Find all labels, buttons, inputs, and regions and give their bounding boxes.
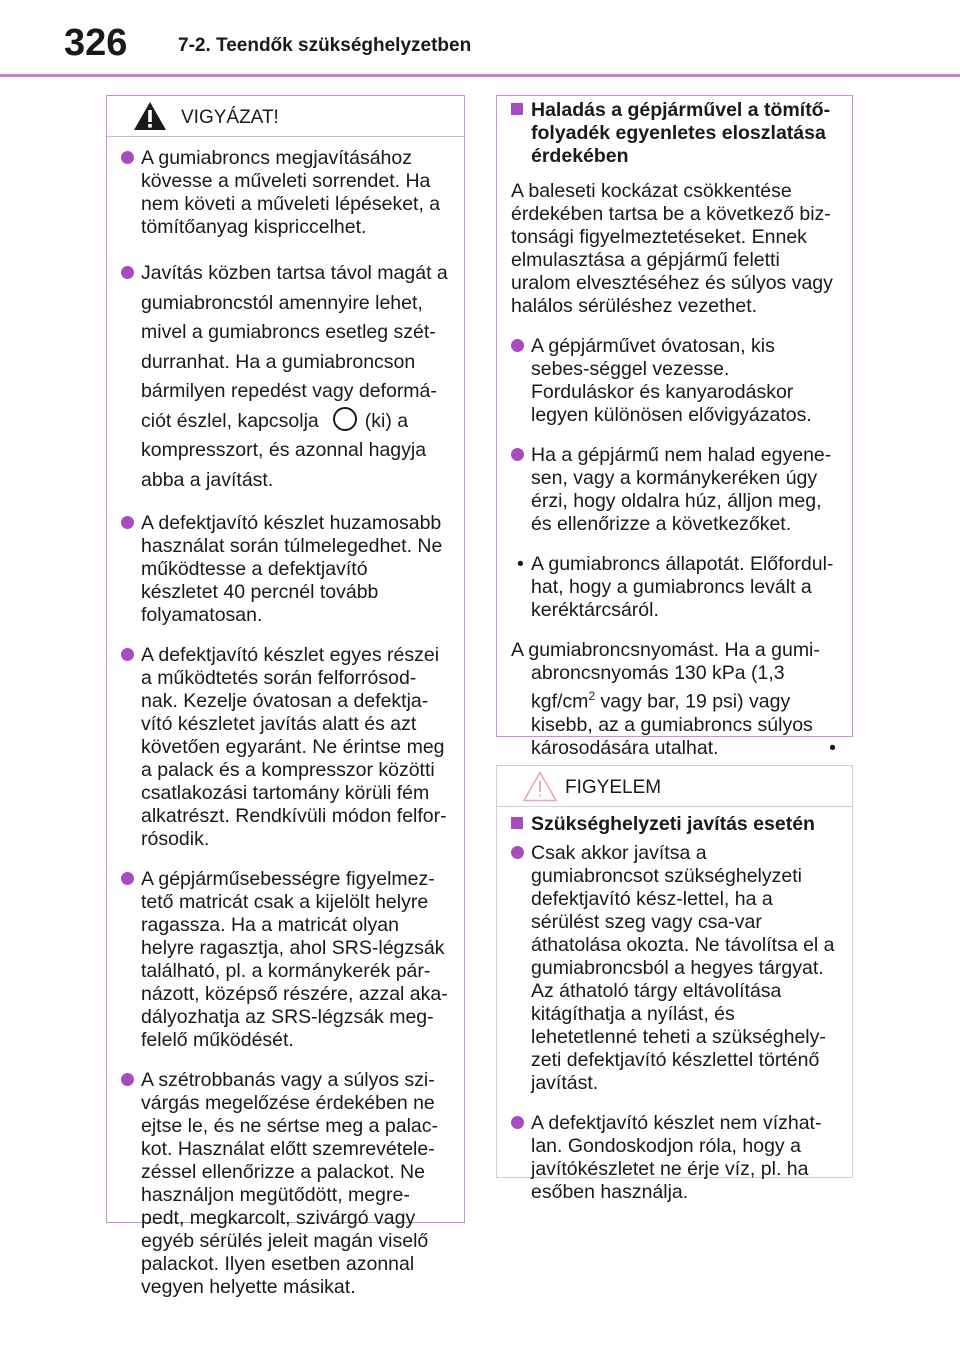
- section-end-mark: •: [829, 736, 836, 759]
- notice-heading: Szükséghelyzeti javítás esetén: [511, 813, 836, 836]
- continued-warning-content: [497, 96, 852, 760]
- notice-box: [496, 765, 853, 1203]
- power-button-icon: [333, 407, 357, 431]
- warning-triangle-icon: [133, 101, 167, 132]
- continued-warning-box: [496, 95, 853, 759]
- header-rule: [0, 74, 960, 77]
- page-header: [0, 0, 960, 80]
- bullet-icon: [121, 872, 134, 885]
- caution-item: A gépjárművet óvatosan, kis sebes-séggel vezesse. Forduláskor és kanyarodáskor legyen különösen elővigyázatos.: [511, 335, 836, 427]
- warning-item: Javítás közben tartsa távol magát a gumiabroncstól amennyire lehet, mivel a gumiabroncs esetleg szét-durranhat. Ha a gumiabroncson bármilyen repedést vagy deformá-ciót észlel, kapcsolja (ki) a kompresszort, és azonnal hagyja abba a javítást.: [121, 259, 448, 495]
- bullet-icon: [121, 516, 134, 529]
- bullet-icon: [511, 448, 524, 461]
- bullet-icon: [511, 1116, 524, 1129]
- bullet-icon: [511, 339, 524, 352]
- pressure-note: A gumiabroncsnyomást. Ha a gumi-abroncsnyomás 130 kPa (1,3 kgf/$cm^2$ vagy bar, 19 psi) vagy kisebb, az a gumiabroncs súlyos károsodására utalhat.: [511, 639, 820, 759]
- notice-box-title: FIGYELEM: [565, 777, 662, 798]
- square-bullet-icon: [511, 817, 523, 829]
- warning-item: A szétrobbanás vagy a súlyos szi-várgás megelőzése érdekében ne ejtse le, és ne sértse meg a palac-kot. Használat előtt szemrevétele-zéssel ellenőrizze a palackot. Ne használjon megütődött, megre-pedt, megkarcolt, szivárgó vagy egyéb sérülés jeleit magán viselő palackot. Ilyen esetben azonnal vegyen helyette másikat.: [121, 1069, 448, 1299]
- bullet-icon: [511, 846, 524, 859]
- intro-paragraph: A baleseti kockázat csökkentése érdekében tartsa be a következő biz-tonsági figyelmeztetéseket. Ennek elmulasztása a gépjármű feletti uralom elvesztéséhez és súlyos vagy halálos sérüléshez vezethet.: [511, 180, 833, 317]
- warning-item: A defektjavító készlet egyes részei a működtetés során felforrósod-nak. Kezelje óvatosan a defektja-vító készletet javítás alatt és azt követően egyaránt. Ne érintse meg a palack és a kompresszor közötti csatlakozási tartomány körüli fém alkatrészt. Rendkívüli módon felfor-rósodik.: [121, 644, 448, 851]
- notice-box-content: [497, 807, 852, 1204]
- notice-item: Csak akkor javítsa a gumiabroncsot szükséghelyzeti defektjavító kész-lettel, ha a sérülést szeg vagy csa-var áthatolása okozta. Ne távolítsa el a gumiabroncsból a hegyes tárgyat. Az áthatoló tárgy eltávolítása kitágíthatja a nyílást, és lehetetlenné teheti a szükséghely-zeti defektjavító készlettel történő javítást.: [511, 842, 836, 1095]
- warning-item: A gépjárműsebességre figyelmez-tető matricát csak a kijelölt helyre ragassza. Ha a matricát olyan helyre ragasztja, ahol SRS-légzsák található, pl. a kormánykerék pár-názott, középső részére, azzal aka-dályozhatja az SRS-légzsák meg-felelő működését.: [121, 868, 448, 1052]
- warning-box-header: [107, 96, 464, 137]
- page-number: 326: [64, 22, 128, 64]
- caution-triangle-icon: [523, 771, 557, 802]
- warning-box-content: [107, 137, 464, 1299]
- square-bullet-icon: [511, 103, 523, 115]
- bullet-icon: [121, 648, 134, 661]
- warning-item: A defektjavító készlet huzamosabb használat során túlmelegedhet. Ne működtesse a defektjavító készletet 40 percnél tovább folyamatosan.: [121, 512, 448, 627]
- warning-box-title: VIGYÁZAT!: [181, 107, 279, 128]
- bullet-icon: [121, 151, 134, 164]
- bullet-icon: [121, 266, 134, 279]
- bullet-icon: [121, 1073, 134, 1086]
- warning-box: [106, 95, 465, 1298]
- check-item: • A gumiabroncs állapotát. Előfordul-hat, hogy a gumiabroncs levált a keréktárcsáról.: [517, 553, 834, 621]
- caution-item: Ha a gépjármű nem halad egyene-sen, vagy a kormánykeréken úgy érzi, hogy oldalra húz, álljon meg, és ellenőrizze a következőket.: [511, 444, 836, 536]
- chapter-title: 7-2. Teendők szükséghelyzetben: [178, 35, 472, 56]
- warning-item: A gumiabroncs megjavításához kövesse a műveleti sorrendet. Ha nem követi a műveleti lépéseket, a tömítőanyag kispriccelhet.: [121, 147, 448, 239]
- notice-item: A defektjavító készlet nem vízhat-lan. Gondoskodjon róla, hogy a javítókészletet ne érje víz, pl. ha esőben használja.: [511, 1112, 836, 1204]
- section-heading: Haladás a gépjárművel a tömítő-folyadék egyenletes eloszlatása érdekében: [511, 99, 836, 168]
- notice-box-header: [497, 766, 852, 807]
